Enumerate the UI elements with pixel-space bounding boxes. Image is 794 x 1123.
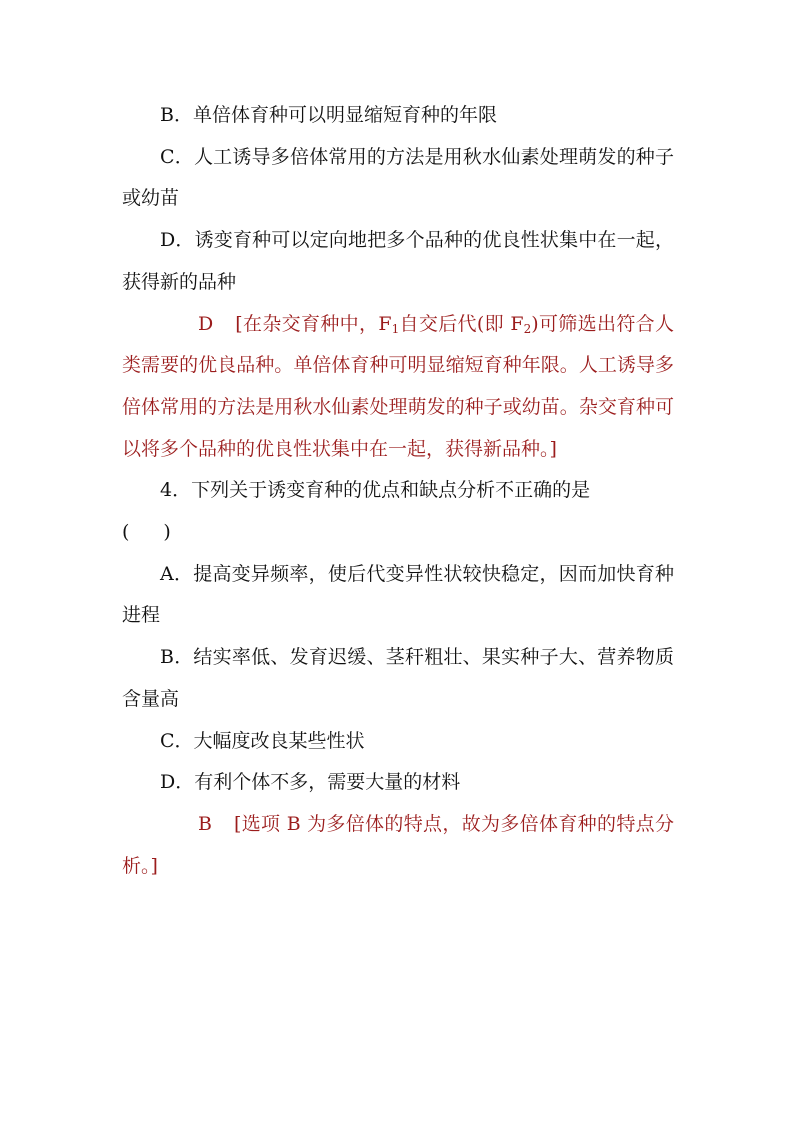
q4-option-a: A．提高变异频率，使后代变异性状较快稳定，因而加快育种进程 [122,562,674,627]
q3-option-b: B．单倍体育种可以明显缩短育种的年限 [160,104,497,126]
q4-paren-open: ( [122,521,130,544]
q4-stem-text: 4．下列关于诱变育种的优点和缺点分析不正确的是 [160,479,591,502]
q4-option-c: C．大幅度改良某些性状 [160,729,365,752]
q4-answer-explanation [122,804,674,887]
q3-answer-text-2: 自交后代(即 F [399,312,524,335]
q3-answer-text-3: )可筛选出符合人类需要的优良品种。单倍体育种可明显缩短育种年限。人工诱导多倍体常用的方法是用秋水仙素处理萌发的种子或幼苗。杂交育种可以将多个品种的优良性状集中在一起，获得新品种。] [122,312,674,460]
q3-option-d: D．诱变育种可以定向地把多个品种的优良性状集中在一起，获得新的品种 [122,229,674,293]
document-page [122,95,674,887]
q3-answer-text-1: [在杂交育种中，F [235,312,392,335]
q3-answer-letter: D [198,312,214,335]
q3-answer-explanation [122,304,674,471]
q4-stem [122,470,674,553]
q4-answer-text: [选项 B 为多倍体的特点，故为多倍体育种的特点分析。] [122,812,674,877]
q4-option-d: D．有利个体不多，需要大量的材料 [160,771,461,794]
q3-answer-sub-1: 1 [391,321,400,336]
q3-option-c: C．人工诱导多倍体常用的方法是用秋水仙素处理萌发的种子或幼苗 [122,145,674,210]
q3-answer-sub-2: 2 [523,321,532,336]
q4-option-b: B．结实率低、发育迟缓、茎秆粗壮、果实种子大、营养物质含量高 [122,646,674,710]
q4-paren-close: ) [163,521,171,544]
q4-answer-letter: B [198,812,212,835]
